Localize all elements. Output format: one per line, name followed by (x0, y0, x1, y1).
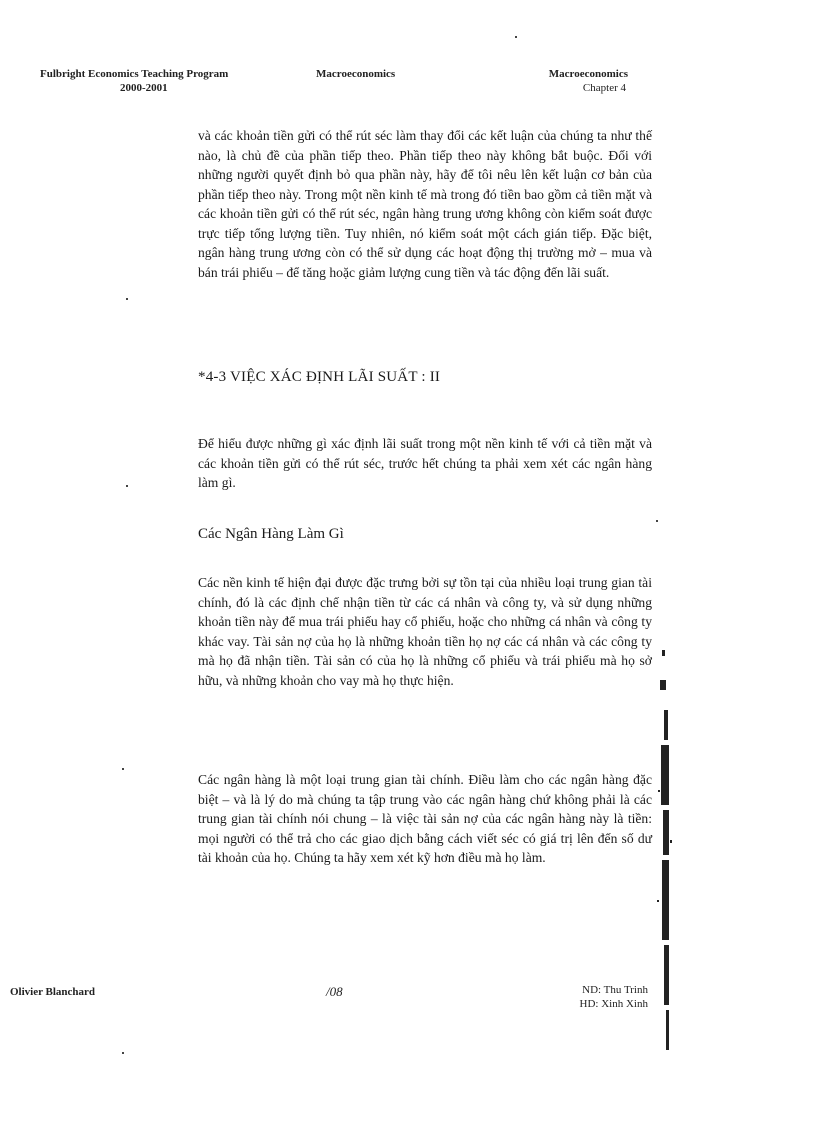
scan-speck (126, 298, 128, 300)
scan-speck (656, 520, 658, 522)
section-heading: *4-3 VIỆC XÁC ĐỊNH LÃI SUẤT : II (198, 369, 441, 385)
scan-speck (126, 485, 128, 487)
scan-speck (515, 36, 517, 38)
header-course-title-right: Macroeconomics (548, 68, 628, 80)
body-paragraph-1: và các khoản tiền gửi có thể rút séc làm thay đổi các kết luận của chúng ta như thế nào, là chủ đề của phần tiếp theo. Phần tiếp theo này không bắt buộc. Đối với những người quyết định bỏ qua phần này, hãy để tôi nêu lên kết luận cơ bản của phần tiếp theo này. Trong một nền kinh tế mà trong đó tiền bao gồm cả tiền mặt và các khoản tiền gửi có thể rút séc, ngân hàng trung ương không còn kiểm soát được trực tiếp tổng lượng tiền. Tuy nhiên, nó kiểm soát một cách gián tiếp. Đặc biệt, ngân hàng trung ương còn có thể sử dụng các hoạt động thị trường mở – mua và bán trái phiếu – để tăng hoặc giảm lượng cung tiền và tác động đến lãi suất. (198, 128, 652, 280)
header-chapter: Chapter 4 (582, 82, 626, 94)
body-paragraph-3: Các nền kinh tế hiện đại được đặc trưng bởi sự tồn tại của nhiều loại trung gian tài chính, đó là các định chế nhận tiền từ các cá nhân và công ty, và sử dụng những khoản tiền này để mua trái phiếu hay cổ phiếu, hoặc cho những cá nhân và công ty khác vay. Tài sản nợ của họ là những khoản tiền họ nợ các cá nhân và các công ty mà họ đã nhận tiền. Tài sản có của họ là những cổ phiếu và trái phiếu mà họ sở hữu, và những khoản cho vay mà họ thực hiện. (198, 575, 652, 688)
footer-editor: HD: Xinh Xinh (579, 998, 648, 1010)
header-academic-year: 2000-2001 (120, 82, 168, 94)
header-course-title: Macroeconomics (316, 68, 396, 80)
footer-translator: ND: Thu Trinh (582, 984, 648, 996)
body-paragraph-4: Các ngân hàng là một loại trung gian tài chính. Điều làm cho các ngân hàng đặc biệt – và là lý do mà chúng ta tập trung vào các ngân hàng chứ không phải là các trung gian tài chính nói chung – là việc tài sản nợ của các ngân hàng này là tiền: mọi người có thể trả cho các giao dịch bằng cách viết séc có giá trị lên đến số dư tài khoản của họ. Chúng ta hãy xem xét kỹ hơn điều mà họ làm. (198, 772, 652, 865)
header-program-name: Fulbright Economics Teaching Program (40, 68, 229, 80)
subsection-heading: Các Ngân Hàng Làm Gì (198, 526, 344, 542)
scan-speck (122, 768, 124, 770)
scan-speck (122, 1052, 124, 1054)
footer-page-number: /08 (326, 984, 343, 999)
scan-edge-noise (640, 640, 680, 1060)
body-paragraph-2: Để hiểu được những gì xác định lãi suất trong một nền kinh tế với cả tiền mặt và các khoản tiền gửi có thể rút séc, trước hết chúng ta phải xem xét các ngân hàng làm gì. (198, 436, 652, 490)
footer-author: Olivier Blanchard (10, 986, 96, 998)
